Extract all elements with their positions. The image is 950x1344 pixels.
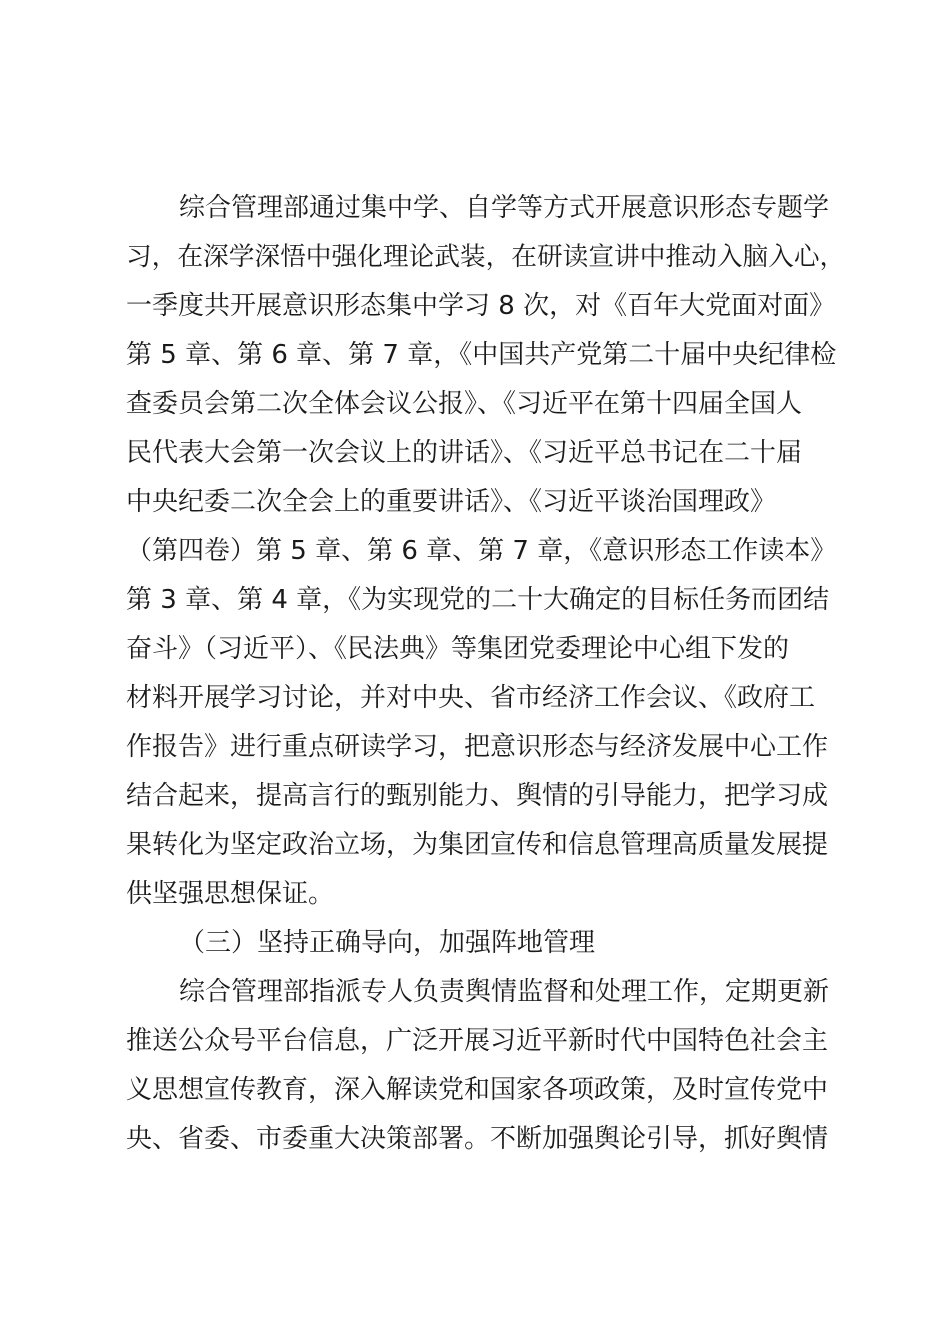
paragraph-line-last: 供坚强思想保证。 — [126, 879, 335, 909]
paragraph-line: 中央纪委二次全会上的重要讲话》、《习近平谈治国理政》 — [126, 487, 777, 517]
paragraph-line-first: 综合管理部通过集中学、自学等方式开展意识形态专题学 — [179, 193, 830, 223]
paragraph-line: 结合起来，提高言行的甄别能力、舆情的引导能力，把学习成 — [126, 781, 829, 811]
paragraph-line: 查委员会第二次全体会议公报》、《习近平在第十四届全国人 — [126, 389, 803, 419]
paragraph-line: 第 5 章、第 6 章、第 7 章，《中国共产党第二十届中央纪律检 — [126, 340, 837, 370]
paragraph-line: 果转化为坚定政治立场，为集团宣传和信息管理高质量发展提 — [126, 830, 829, 860]
paragraph-line: 央、省委、市委重大决策部署。不断加强舆论引导，抓好舆情 — [126, 1124, 829, 1154]
paragraph-line: 义思想宣传教育，深入解读党和国家各项政策，及时宣传党中 — [126, 1075, 829, 1105]
paragraph-line: （第四卷）第 5 章、第 6 章、第 7 章，《意识形态工作读本》 — [126, 536, 837, 566]
section-heading: （三）坚持正确导向，加强阵地管理 — [179, 928, 596, 958]
body-text — [126, 184, 846, 1164]
paragraph-line: 推送公众号平台信息，广泛开展习近平新时代中国特色社会主 — [126, 1026, 829, 1056]
paragraph-line: 材料开展学习讨论，并对中央、省市经济工作会议、《政府工 — [126, 683, 816, 713]
paragraph-line: 一季度共开展意识形态集中学习 8 次，对《百年大党面对面》 — [126, 291, 836, 321]
paragraph-line: 第 3 章、第 4 章，《为实现党的二十大确定的目标任务而团结 — [126, 585, 830, 615]
paragraph-line: 作报告》进行重点研读学习，把意识形态与经济发展中心工作 — [126, 732, 829, 762]
paragraph-line: 奋斗》（习近平）、《民法典》等集团党委理论中心组下发的 — [126, 634, 790, 664]
paragraph-line-first: 综合管理部指派专人负责舆情监督和处理工作，定期更新 — [179, 977, 830, 1007]
paragraph-line: 习，在深学深悟中强化理论武装，在研读宣讲中推动入脑入心， — [126, 242, 846, 272]
paragraph-line: 民代表大会第一次会议上的讲话》、《习近平总书记在二十届 — [126, 438, 803, 468]
